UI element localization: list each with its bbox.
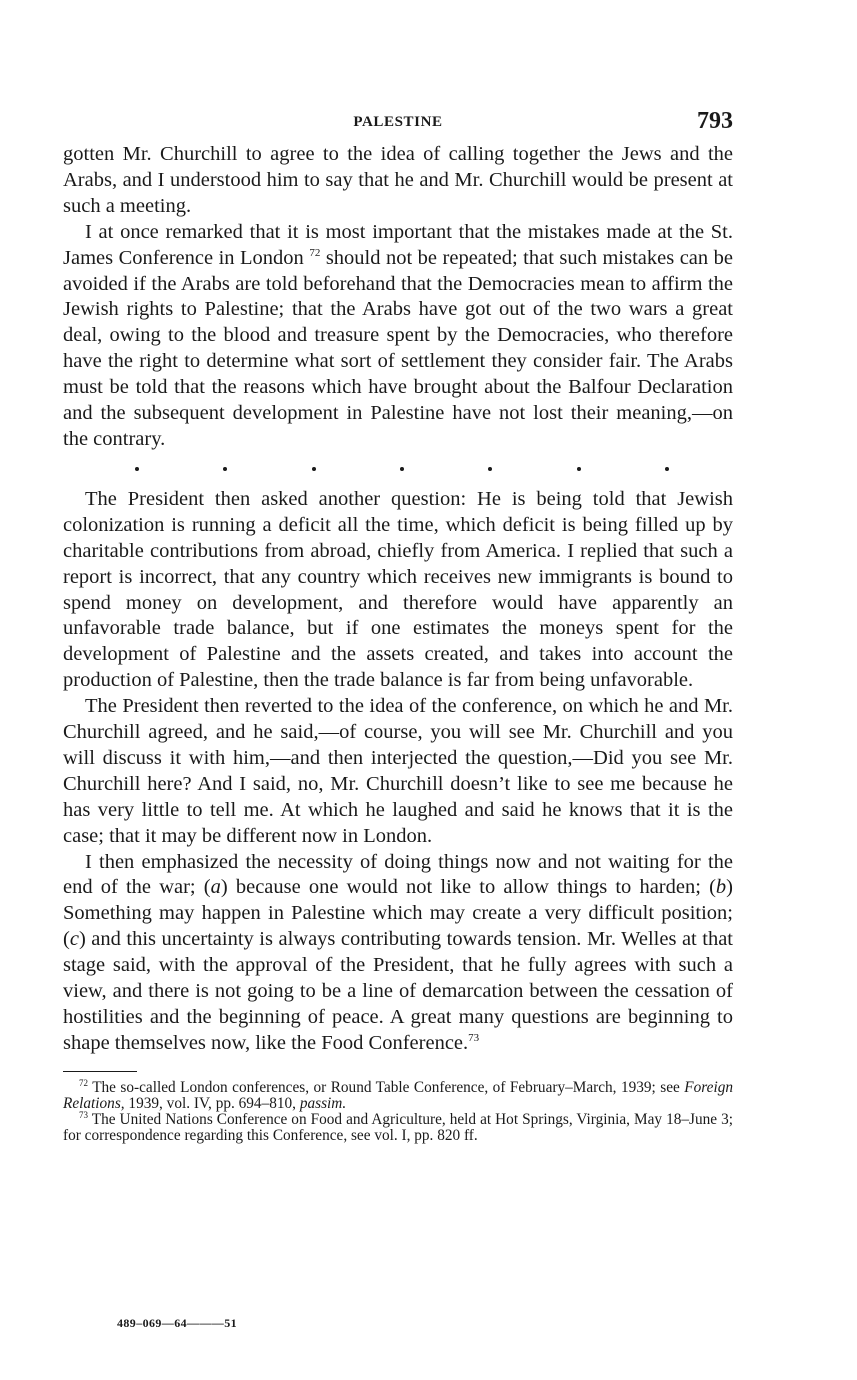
footnote-divider [63,1071,137,1072]
footnote-72 [63,1077,733,1112]
running-title: PALESTINE [353,114,443,130]
footnote-italic: Foreign Relations, [63,1078,733,1112]
ellipsis-dot [400,467,404,471]
enumeration-mark: b [715,876,727,899]
paragraph [63,694,733,849]
paragraph [63,220,733,453]
footnotes [63,1077,733,1144]
paragraph-text: ) because one would not like to allow things to harden; ( [220,876,716,899]
paragraph-text: gotten Mr. Churchill to agree to the idea of calling together the Jews and the Arabs, and I understood him to say that he and Mr. Churchill would be present at such a meeting. [63,143,733,217]
paragraph-continued [63,142,733,220]
footnote-mark: 73 [79,1109,88,1120]
ellipsis-dot [665,467,669,471]
footnote-text: The so-called London conferences, or Round Table Conference, of February–March, 1939; see [88,1078,685,1096]
body-text [63,142,733,1057]
footnote-73 [63,1109,733,1144]
paragraph [63,850,733,1057]
paragraph-text: The President then asked another question: He is being told that Jewish colonization is running a deficit all the time, which deficit is being filled up by charitable contributions from abroad, chiefly from America. I replied that such a report is incorrect, that any country which receives new immigrants is bound to spend money on development, and therefore would have apparently an unfavorable trade balance, but if one estimates the moneys spent for the development of Palestine and the assets created, and takes into account the production of Palestine, then the trade balance is far from being unfavorable. [63,487,733,692]
footnote-mark: 72 [79,1077,88,1088]
document-page [63,108,733,1144]
paragraph-text: The President then reverted to the idea of the conference, on which he and Mr. Churchill agreed, and he said,—of course, you will see Mr. Churchill and you will discuss it with him,—and then interjected the question,—Did you see Mr. Churchill here? And I said, no, Mr. Churchill doesn’t like to see me because he has very little to tell me. At which he laughed and said he knows that it is the case; that it may be different now in London. [63,695,733,847]
ellipsis-dot [312,467,316,471]
footnote-ref-73[interactable]: 73 [468,1032,480,1045]
footnote-italic: passim. [299,1094,347,1112]
running-header [63,108,733,142]
ellipsis-dot [223,467,227,471]
paragraph-text: I then emphasized the necessity of doing things now and not waiting for the end of the war; ( [63,850,733,899]
footnote-text: 1939, vol. IV, pp. 694–810, [124,1094,300,1112]
enumeration-mark: a [210,876,221,899]
page-number: 793 [697,108,733,134]
paragraph-text: ) Something may happen in Palestine which may create a very difficult position; ( [63,876,733,951]
omission-ellipsis [63,453,733,485]
ellipsis-dot [135,467,139,471]
ellipsis-dot [488,467,492,471]
enumeration-mark: c [69,928,79,951]
ellipsis-dot [577,467,581,471]
paragraph-text: should not be repeated; that such mistakes can be avoided if the Arabs are told beforehand that the Democracies mean to affirm the Jewish rights to Palestine; that the Arabs have got out of the two wars a great deal, owing to the blood and treasure spent by the Democracies, who therefore have the right to determine what sort of settlement they consider fair. The Arabs must be told that the reasons which have brought about the Balfour Declaration and the subsequent development in Palestine have not lost their meaning,—on the contrary. [63,246,734,450]
paragraph-text: ) and this uncertainty is always contributing towards tension. Mr. Welles at that stage said, with the approval of the President, that he fully agrees with such a view, and there is not going to be a line of demarcation between the cessation of hostilities and the beginning of peace. A great many questions are beginning to shape themselves now, like the Food Conference. [63,928,733,1054]
paragraph-text: I at once remarked that it is most important that the mistakes made at the St. James Conference in London [63,220,733,269]
footnote-text: The United Nations Conference on Food and Agriculture, held at Hot Springs, Virginia, May 18–June 3; for correspondence regarding this Conference, see vol. I, pp. 820 ff. [63,1110,733,1144]
footnote-ref-72[interactable]: 72 [309,246,321,259]
paragraph [63,487,733,694]
print-code: 489–069—64———51 [117,1316,237,1330]
